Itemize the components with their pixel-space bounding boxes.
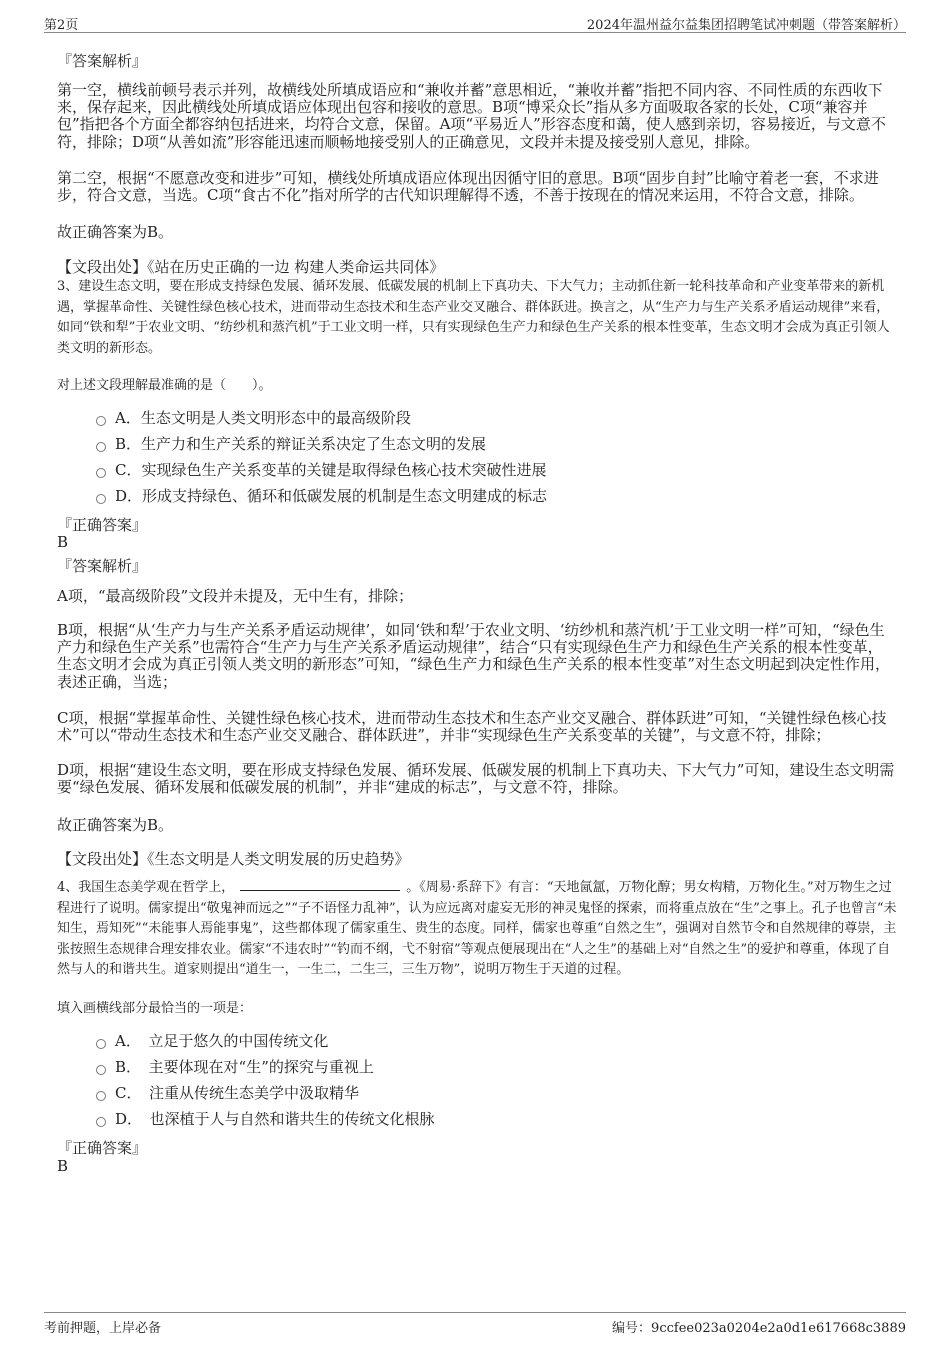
q3-stem: 3、建设生态文明，要在形成支持绿色发展、循环发展、低碳发展的机制上下真功夫、下大气力；主动抓住新一轮科技革命和产业变革带来的新机遇，掌握革命性、关键性绿色核心技术，进而带动生态技术和生态产业交叉融合、群体跃进。换言之，从“生产力与生产关系矛盾运动规律”来看，如同“铁和犁”于农业文明、“纺纱机和蒸汽机”于工业文明一样，只有实现绿色生产力和绿色生产关系的根本性变革，生态文明才会成为真正引领人类文明的新形态。	[57, 279, 890, 356]
page-header	[44, 12, 906, 33]
radio-icon[interactable]	[96, 1039, 106, 1049]
q4-answer: B	[57, 1157, 69, 1175]
q3-analysis-c: C项，根据“掌握革命性、关键性绿色核心技术，进而带动生态技术和生态产业交叉融合、群体跃进”可知，“关键性绿色核心技术”可以“带动生态技术和生态产业交叉融合、群体跃进”，并非“实现绿色生产关系变革的关键”，与文意不符，排除；	[57, 709, 887, 745]
radio-icon[interactable]	[96, 494, 106, 504]
q3-analysis-d: D项，根据“建设生态文明，要在形成支持绿色发展、循环发展、低碳发展的机制上下真功夫、下大气力”可知，建设生态文明需要“绿色发展、循环发展和低碳发展的机制”，并非“建成的标志”，与文意不符，排除。	[57, 761, 895, 797]
q3-option-c[interactable]: C．实现绿色生产关系变革的关键是取得绿色核心技术突破性进展	[96, 461, 546, 479]
q3-analysis-label: 『答案解析』	[57, 557, 148, 575]
q4-option-a[interactable]: A． 立足于悠久的中国传统文化	[96, 1032, 328, 1050]
q2-analysis-para-2: 第二空，根据“不愿意改变和进步”可知，横线处所填成语应体现出因循守旧的意思。B项“固步自封”比喻守着老一套，不求进步，符合文意，当选。C项“食古不化”指对所学的古代知识理解得不透，不善于按现在的情况来运用，不符合文意，排除。	[57, 169, 879, 205]
q4-answer-label: 『正确答案』	[57, 1139, 148, 1157]
q3-analysis-b: B项，根据“从‘生产力与生产关系矛盾运动规律’，如同‘铁和犁’于农业文明、‘纺纱机和蒸汽机’于工业文明一样”可知，“绿色生产力和绿色生产关系”也需符合“生产力与生产关系矛盾运动规律”，结合“只有实现绿色生产力和绿色生产关系的根本性变革，生态文明才会成为真正引领人类文明的新形态”可知，“绿色生产力和绿色生产关系的根本性变革”对生态文明起到决定性作用，表述正确，当选；	[57, 621, 891, 691]
q3-analysis-a: A项，“最高级阶段”文段并未提及，无中生有，排除；	[57, 587, 414, 605]
q3-option-d[interactable]: D．形成支持绿色、循环和低碳发展的机制是生态文明建成的标志	[96, 487, 547, 505]
radio-icon[interactable]	[96, 1091, 106, 1101]
q4-prompt: 填入画横线部分最恰当的一项是：	[57, 1001, 253, 1016]
radio-icon[interactable]	[96, 1065, 106, 1075]
q3-conclusion: 故正确答案为B。	[57, 816, 174, 834]
radio-icon[interactable]	[96, 1117, 106, 1127]
q4-option-c[interactable]: C． 注重从传统生态美学中汲取精华	[96, 1084, 359, 1102]
radio-icon[interactable]	[96, 468, 106, 478]
fill-in-blank	[240, 878, 400, 891]
document-title: 2024年温州益尔益集团招聘笔试冲刺题（带答案解析）	[586, 18, 906, 33]
q4-option-d[interactable]: D． 也深植于人与自然和谐共生的传统文化根脉	[96, 1110, 435, 1128]
q4-stem-after: 。《周易·系辞下》有言：“天地氤氲，万物化醇；男女构精，万物化生。”对万物生之过程进行了说明。儒家提出“敬鬼神而远之”“子不语怪力乱神”，认为应远离对虚妄无形的神灵鬼怪的探索，而将重点放在“生”之事上。孔子也曾言“未知生，焉知死”“未能事人焉能事鬼”，这些都体现了儒家重生、贵生的态度。同样，儒家也尊重“自然之生”，强调对自然节令和自然规律的尊崇，主张按照生态规律合理安排农业。儒家“不违农时”“钓而不纲，弋不射宿”等观点便展现出在“人之生”的基础上对“自然之生”的爱护和尊重，体现了自然与人的和谐共生。道家则提出“道生一，一生二，二生三，三生万物”，说明万物生于天道的过程。	[57, 880, 897, 977]
q2-source: 【文段出处】《站在历史正确的一边 构建人类命运共同体》	[57, 258, 445, 276]
q3-source: 【文段出处】《生态文明是人类文明发展的历史趋势》	[57, 850, 410, 868]
q4-option-b[interactable]: B． 主要体现在对“生”的探究与重视上	[96, 1058, 374, 1076]
q3-answer-label: 『正确答案』	[57, 516, 148, 534]
q2-conclusion: 故正确答案为B。	[57, 223, 174, 241]
radio-icon[interactable]	[96, 442, 106, 452]
radio-icon[interactable]	[96, 416, 106, 426]
q4-stem-before: 4、我国生态美学观在哲学上，	[57, 880, 235, 895]
q2-analysis-label: 『答案解析』	[57, 52, 148, 70]
page-footer	[44, 1312, 906, 1336]
q3-option-a[interactable]: A．生态文明是人类文明形态中的最高级阶段	[96, 409, 411, 427]
q3-option-b[interactable]: B．生产力和生产关系的辩证关系决定了生态文明的发展	[96, 435, 486, 453]
q3-prompt: 对上述文段理解最准确的是（ ）。	[57, 378, 272, 393]
footer-slogan: 考前押题，上岸必备	[44, 1321, 162, 1336]
page-number: 第2页	[44, 18, 79, 33]
q2-analysis-para-1: 第一空，横线前顿号表示并列，故横线处所填成语应和“兼收并蓄”意思相近，“兼收并蓄”指把不同内容、不同性质的东西收下来，保存起来，因此横线处所填成语应体现出包容和接收的意思。B项“博采众长”指从多方面吸取各家的长处，C项“兼容并包”指把各个方面全都容纳包括进来，均符合文意，保留。A项“平易近人”形容态度和蔼，使人感到亲切，容易接近，与文意不符，排除；D项“从善如流”形容能迅速而顺畅地接受别人的正确意见，文段并未提及接受别人意见，排除。	[57, 81, 886, 151]
document-id: 编号：9ccfee023a0204e2a0d1e617668c3889	[612, 1321, 906, 1336]
q4-stem	[57, 878, 897, 981]
q3-answer: B	[57, 533, 69, 551]
